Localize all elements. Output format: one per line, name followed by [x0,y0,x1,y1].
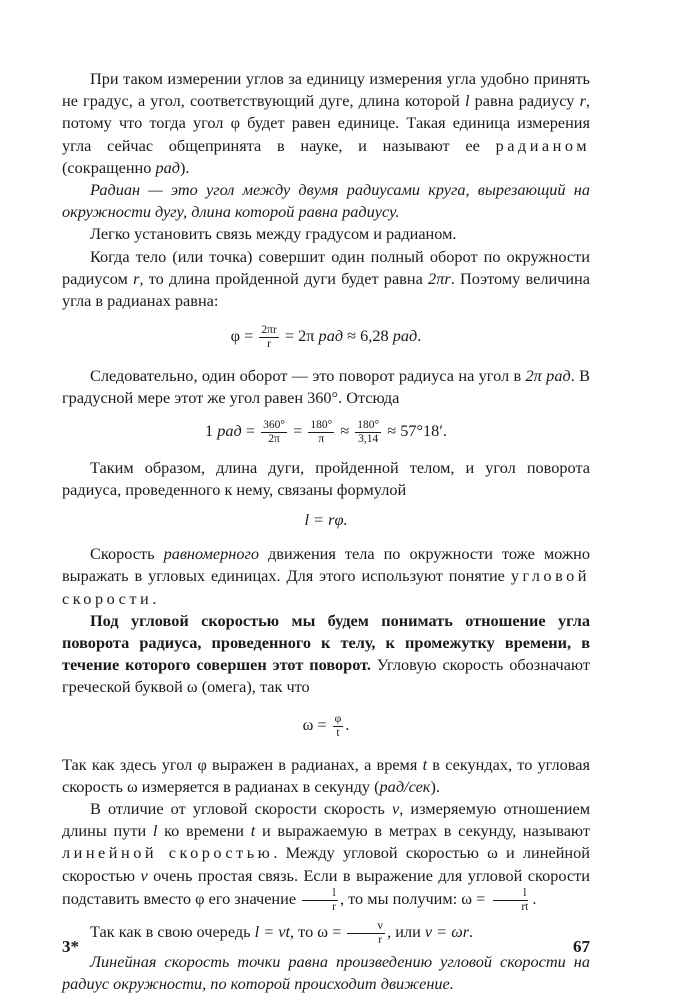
formula-omega: ω = $\frac{\varphi}{t}$ . [302,712,350,739]
term-angular-velocity: угловой скорости [62,566,590,608]
paragraph-units: Так как здесь угол φ выражен в радианах, а время t в секундах, то угловая скорость ω измеряется в радианах в секунду (рад/сек). [62,754,590,796]
page-number: 67 [573,937,590,956]
page-body [62,68,590,995]
paragraph-angular-units: Скорость равномерного движения тела по окружности тоже можно выражать в угловых единицах. Для этого используют понятие угловой скорости. [62,544,590,608]
paragraph-full-turn: Когда тело (или точка) совершит один полный оборот по окружности радиусом r, то длина пройденной дуги будет равна 2πr. Поэтому величина угла в радианах равна: [62,246,591,311]
signature-mark: 3* [62,937,79,956]
formula-arc-length: l = rφ. [304,510,348,530]
term-linear-velocity: линейной скоростью [62,843,274,863]
paragraph-radian-intro: При таком измерении углов за единицу измерения угла удобно принять не градус, а угол, соответствующий дуге, длина которой l равна радиусу r, потому что тогда угол φ будет равен единице. Такая единица измерения угла сейчас общепринята в науке, и называют ее радианом (сокращенно рад). [62,69,590,177]
term-radian: радианом [495,135,590,155]
formula-one-radian: 1 рад = $\frac{360^\circ}{2\pi}$ = $\frac{180^\circ}{\pi}$ ≈ $\frac{180^\circ}{3,14}$ ≈ 57°18′. [205,418,447,445]
conclusion-linear-velocity: Линейная скорость точки равна произведению угловой скорости на радиус окружности, по которой происходит движение. [62,951,590,994]
paragraph-arc-angle: Таким образом, длина дуги, пройденной телом, и угол поворота радиуса, проведенного к нему, связаны формулой [62,457,590,499]
paragraph-angular-velocity-definition: Под угловой скоростью мы будем понимать отношение угла поворота радиуса, проведенного к телу, к промежутку времени, в течение которого совершен этот поворот. Угловую скорость обозначают греческой буквой ω (омега), так что [62,610,590,697]
paragraph-one-turn: Следовательно, один оборот — это поворот радиуса на угол в 2π рад. В градусной мере этот же угол равен 360°. Отсюда [62,366,590,408]
page-footer [62,937,590,961]
paragraph-relation: Легко установить связь между градусом и радианом. [90,224,457,244]
formula-phi-full-turn: φ = $\frac{2\pi r}{r}$ = 2π рад ≈ 6,28 рад. [230,324,422,351]
definition-radian: Радиан — это угол между двумя радиусами круга, вырезающий на окружности дугу, длина которой равна радиусу. [62,180,590,222]
paragraph-relation-formula: Так как в свою очередь l = vt, то ω = $\frac{v}{r}$ , или v = ωr. [90,919,474,946]
paragraph-linear-velocity: В отличие от угловой скорости скорость v, измеряемую отношением длины пути l ко времени t и выражаемую в метрах в секунду, называют линейной скоростью. Между угловой скоростью ω и линейной скоростью v очень простая связь. Если в выражение для угловой скорости подставить вместо φ его значение $\frac{l}{r}$ , то мы получим: ω = $\frac{l}{rt}$ . [62,799,590,913]
